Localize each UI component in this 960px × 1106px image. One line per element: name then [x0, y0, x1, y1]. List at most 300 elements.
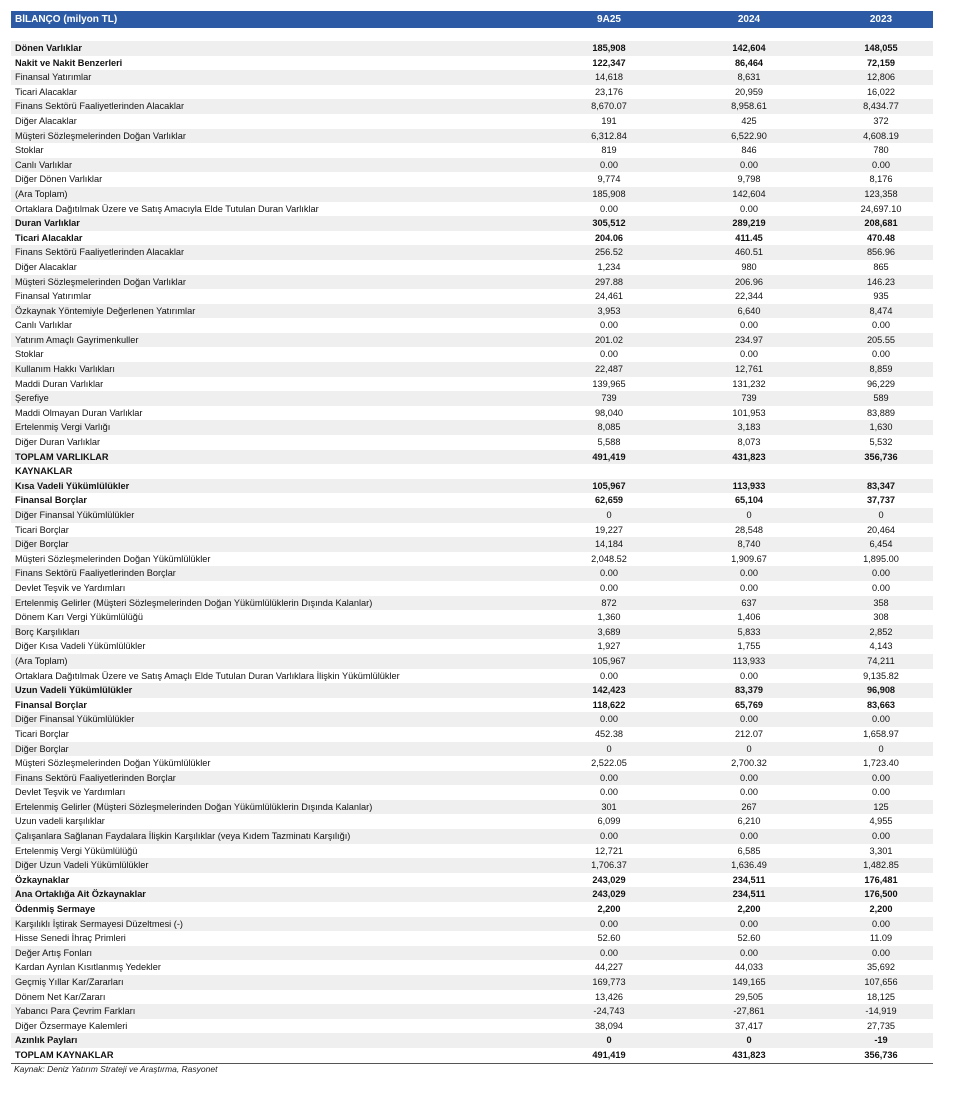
row-value-9a25: 13,426: [594, 991, 624, 1002]
row-value-2024: 234.97: [734, 334, 764, 345]
table-row: [11, 143, 933, 158]
row-value-2023: 96,908: [866, 685, 896, 696]
row-value-9a25: 297.88: [594, 276, 624, 287]
table-row: [11, 931, 933, 946]
table-row: [11, 391, 933, 406]
row-value-2024: 9,798: [737, 174, 761, 185]
row-label: Diğer Borçlar: [15, 743, 69, 754]
table-row: [11, 99, 933, 114]
row-value-2023: 6,454: [869, 539, 893, 550]
row-value-9a25: 2,522.05: [591, 758, 627, 769]
row-value-2024: 0.00: [740, 787, 758, 798]
row-value-2024: 22,344: [734, 291, 764, 302]
table-row: [11, 41, 933, 56]
row-value-2023: 20,464: [866, 524, 896, 535]
table-row: [11, 742, 933, 757]
table-row: [11, 698, 933, 713]
row-value-2024: 52.60: [737, 933, 761, 944]
table-body: [11, 41, 933, 1064]
row-value-9a25: 0.00: [600, 670, 618, 681]
table-row: [11, 975, 933, 990]
source-note: Kaynak: Deniz Yatırım Strateji ve Araştırma, Rasyonet: [14, 1064, 218, 1074]
row-value-9a25: 38,094: [594, 1020, 624, 1031]
table-row: [11, 508, 933, 523]
row-value-9a25: 872: [601, 597, 617, 608]
row-value-2023: 470.48: [866, 232, 896, 243]
row-label: Müşteri Sözleşmelerinden Doğan Yükümlülükler: [15, 553, 211, 564]
row-value-9a25: 0.00: [600, 787, 618, 798]
row-label: Ana Ortaklığa Ait Özkaynaklar: [15, 889, 146, 900]
row-label: Finansal Yatırımlar: [15, 291, 92, 302]
row-value-2023: 27,735: [866, 1020, 896, 1031]
table-row: [11, 581, 933, 596]
row-label: Duran Varlıklar: [15, 218, 80, 229]
row-label: Müşteri Sözleşmelerinden Doğan Yükümlülükler: [15, 758, 211, 769]
row-value-9a25: 301: [601, 801, 617, 812]
row-value-2024: 101,953: [732, 407, 766, 418]
row-value-2023: 8,176: [869, 174, 893, 185]
row-value-2024: 0.00: [740, 947, 758, 958]
row-value-2023: 865: [873, 261, 889, 272]
row-value-2023: 308: [873, 612, 889, 623]
table-row: [11, 727, 933, 742]
table-row: [11, 187, 933, 202]
row-value-2024: 3,183: [737, 422, 761, 433]
row-label: Maddi Olmayan Duran Varlıklar: [15, 407, 143, 418]
row-label: TOPLAM VARLIKLAR: [15, 451, 109, 462]
row-value-2024: 2,200: [737, 904, 761, 915]
row-value-2024: 8,631: [737, 72, 761, 83]
row-value-9a25: 3,689: [597, 626, 621, 637]
table-row: [11, 202, 933, 217]
row-value-2024: 0: [746, 510, 752, 520]
row-value-2024: 28,548: [734, 524, 764, 535]
table-row: [11, 420, 933, 435]
header-col-9a25: 9A25: [597, 14, 621, 25]
row-value-2024: 5,833: [737, 626, 761, 637]
row-value-9a25: 0: [606, 510, 612, 520]
row-value-2023: 12,806: [866, 72, 896, 83]
row-value-2024: 0.00: [740, 320, 758, 331]
row-value-9a25: 122,347: [592, 57, 626, 68]
row-label: Uzun Vadeli Yükümlülükler: [15, 685, 133, 696]
row-label: Özkaynaklar: [15, 874, 70, 885]
table-row: [11, 1048, 933, 1064]
row-value-2023: 5,532: [869, 437, 893, 448]
row-value-9a25: 6,312.84: [591, 130, 627, 141]
row-value-2024: 0.00: [740, 203, 758, 214]
table-row: [11, 654, 933, 669]
row-label: Borç Karşılıkları: [15, 626, 80, 637]
row-value-2023: 96,229: [866, 378, 896, 389]
row-value-9a25: 98,040: [594, 407, 624, 418]
row-label: Diğer Uzun Vadeli Yükümlülükler: [15, 860, 149, 871]
row-value-2024: 6,640: [737, 305, 761, 316]
table-row: [11, 639, 933, 654]
row-value-9a25: 105,967: [592, 655, 626, 666]
row-value-9a25: 9,774: [597, 174, 621, 185]
row-value-2023: 1,895.00: [863, 553, 899, 564]
row-label: Kardan Ayrılan Kısıtlanmış Yedekler: [15, 962, 161, 973]
row-label: (Ara Toplam): [15, 655, 68, 666]
row-value-2023: 18,125: [866, 991, 896, 1002]
row-label: Diğer Borçlar: [15, 539, 69, 550]
row-value-2023: -19: [874, 1035, 888, 1046]
row-value-2023: 0.00: [872, 582, 890, 593]
row-value-2023: 8,859: [869, 364, 893, 375]
row-value-9a25: 1,234: [597, 261, 621, 272]
row-value-9a25: 12,721: [594, 845, 624, 856]
row-value-9a25: 0.00: [600, 203, 618, 214]
row-value-2023: 72,159: [866, 57, 896, 68]
row-value-9a25: 14,618: [594, 72, 624, 83]
row-value-2023: 0: [878, 510, 884, 520]
table-row: [11, 231, 933, 246]
row-label: Diğer Özsermaye Kalemleri: [15, 1020, 128, 1031]
row-label: Ticari Alacaklar: [15, 232, 83, 243]
row-value-2024: 6,585: [737, 845, 761, 856]
row-value-2023: 176,481: [864, 874, 898, 885]
row-value-9a25: 8,670.07: [591, 101, 627, 112]
row-value-9a25: 105,967: [592, 480, 626, 491]
row-value-9a25: 204.06: [594, 232, 624, 243]
row-value-2023: 0.00: [872, 714, 890, 725]
row-value-2024: 20,959: [734, 86, 764, 97]
row-value-2024: 113,933: [732, 655, 766, 666]
row-value-2023: 3,301: [869, 845, 893, 856]
row-label: Finans Sektörü Faaliyetlerinden Borçlar: [15, 772, 176, 783]
table-row: [11, 216, 933, 231]
row-value-9a25: 22,487: [594, 364, 624, 375]
row-value-2024: 0.00: [740, 714, 758, 725]
row-value-2024: 1,406: [737, 612, 761, 623]
table-row: [11, 669, 933, 684]
table-row: [11, 56, 933, 71]
row-label: Finansal Borçlar: [15, 699, 87, 710]
row-label: Özkaynak Yöntemiyle Değerlenen Yatırımlar: [15, 305, 196, 316]
row-value-2023: 0.00: [872, 320, 890, 331]
table-row: [11, 610, 933, 625]
row-label: Ortaklara Dağıtılmak Üzere ve Satış Amaçlı Elde Tutulan Duran Varlıklara İlişkin Yükümlülükler: [15, 670, 400, 681]
row-value-2023: 74,211: [867, 655, 895, 666]
header-spacer: [11, 28, 933, 41]
row-label: Ertelenmiş Vergi Yükümlülüğü: [15, 845, 138, 856]
row-value-9a25: 491,419: [592, 1049, 626, 1060]
table-row: [11, 1019, 933, 1034]
row-value-2024: 267: [741, 801, 757, 812]
row-value-2023: 4,143: [869, 641, 893, 652]
table-row: [11, 289, 933, 304]
row-value-2024: 0.00: [740, 568, 758, 579]
table-row: [11, 318, 933, 333]
table-row: [11, 1004, 933, 1019]
row-value-2023: 0.00: [872, 568, 890, 579]
row-value-2023: 0.00: [872, 159, 890, 170]
row-value-2023: 856.96: [866, 247, 896, 258]
row-value-2024: 0.00: [740, 582, 758, 593]
row-label: Dönem Net Kar/Zararı: [15, 991, 106, 1002]
row-value-2024: 29,505: [734, 991, 764, 1002]
table-row: [11, 450, 933, 465]
row-label: Diğer Finansal Yükümlülükler: [15, 510, 135, 520]
row-value-2024: 846: [741, 145, 757, 156]
row-label: Hisse Senedi İhraç Primleri: [15, 933, 126, 944]
table-row: [11, 406, 933, 421]
row-value-2023: 16,022: [866, 86, 896, 97]
row-value-2024: 234,511: [732, 889, 766, 900]
table-row: [11, 347, 933, 362]
table-row: [11, 596, 933, 611]
row-value-2023: 1,723.40: [863, 758, 899, 769]
row-value-9a25: 0.00: [600, 918, 618, 929]
table-row: [11, 946, 933, 961]
row-value-2024: 1,636.49: [731, 860, 767, 871]
row-value-9a25: 14,184: [594, 539, 624, 550]
row-value-2023: 11.09: [869, 933, 893, 944]
row-value-2024: 65,769: [734, 699, 764, 710]
table-row: [11, 537, 933, 552]
row-value-2024: 739: [741, 393, 757, 404]
row-value-2023: 37,737: [866, 495, 896, 506]
row-value-9a25: 0.00: [600, 568, 618, 579]
table-row: [11, 829, 933, 844]
header-col-2024: 2024: [737, 14, 761, 25]
row-label: TOPLAM KAYNAKLAR: [15, 1049, 114, 1060]
row-label: Finansal Borçlar: [15, 495, 87, 506]
row-label: Stoklar: [15, 349, 44, 360]
row-value-2023: 146.23: [866, 276, 896, 287]
row-value-2023: 123,358: [864, 188, 898, 199]
row-value-9a25: 819: [601, 145, 617, 156]
row-label: Geçmiş Yıllar Kar/Zararları: [15, 977, 124, 987]
row-value-9a25: 8,085: [597, 422, 621, 433]
row-value-2023: 1,630: [869, 422, 893, 433]
row-label: Diğer Duran Varlıklar: [15, 437, 101, 448]
row-value-2024: 142,604: [732, 43, 766, 53]
row-label: Yatırım Amaçlı Gayrimenkuller: [15, 334, 139, 345]
row-value-2024: 460.51: [734, 247, 764, 258]
row-value-2024: 37,417: [734, 1020, 764, 1031]
row-value-2023: 356,736: [864, 451, 898, 462]
table-row: [11, 377, 933, 392]
row-value-2023: 125: [873, 801, 889, 812]
row-value-9a25: 139,965: [592, 378, 626, 389]
row-value-9a25: 5,588: [597, 437, 621, 448]
table-row: [11, 887, 933, 902]
row-value-9a25: 0.00: [600, 831, 618, 842]
row-value-2023: 358: [873, 597, 889, 608]
table-row: [11, 435, 933, 450]
row-value-9a25: 62,659: [594, 495, 624, 506]
table-row: [11, 479, 933, 494]
table-row: [11, 756, 933, 771]
row-value-9a25: 243,029: [592, 889, 626, 900]
row-label: Finans Sektörü Faaliyetlerinden Borçlar: [15, 568, 176, 579]
row-value-9a25: 3,953: [597, 305, 621, 316]
row-label: KAYNAKLAR: [15, 466, 73, 477]
row-label: Kısa Vadeli Yükümlülükler: [15, 480, 130, 491]
row-label: Canlı Varlıklar: [15, 320, 73, 331]
row-value-2023: 372: [873, 115, 889, 126]
row-label: Finans Sektörü Faaliyetlerinden Alacaklar: [15, 101, 185, 112]
row-value-9a25: 0.00: [600, 714, 618, 725]
table-row: [11, 552, 933, 567]
table-row: [11, 114, 933, 129]
row-value-2024: 0.00: [740, 670, 758, 681]
row-label: Diğer Finansal Yükümlülükler: [15, 714, 135, 725]
row-value-2023: 0: [878, 743, 884, 754]
row-value-9a25: 0.00: [600, 772, 618, 783]
table-row: [11, 683, 933, 698]
table-row: [11, 800, 933, 815]
row-value-2024: 2,700.32: [731, 758, 767, 769]
table-row: [11, 566, 933, 581]
row-value-9a25: 243,029: [592, 874, 626, 885]
row-value-9a25: 256.52: [594, 247, 624, 258]
table-row: [11, 523, 933, 538]
row-value-9a25: -24,743: [593, 1006, 625, 1017]
row-label: Müşteri Sözleşmelerinden Doğan Varlıklar: [15, 276, 186, 287]
row-label: Diğer Kısa Vadeli Yükümlülükler: [15, 641, 146, 652]
row-value-2023: 2,200: [869, 904, 893, 915]
row-value-2024: 0.00: [740, 349, 758, 360]
row-value-2024: 142,604: [732, 188, 766, 199]
row-label: Karşılıklı İştirak Sermayesi Düzeltmesi (-): [15, 918, 183, 929]
table-header: [11, 11, 933, 28]
row-value-9a25: 24,461: [594, 291, 624, 302]
row-value-2024: 234,511: [732, 874, 766, 885]
row-label: Maddi Duran Varlıklar: [15, 378, 104, 389]
row-value-2024: 0.00: [740, 831, 758, 842]
table-row: [11, 70, 933, 85]
row-label: Finansal Yatırımlar: [15, 72, 92, 83]
table-row: [11, 712, 933, 727]
row-value-2024: 1,755: [737, 641, 761, 652]
row-value-2024: 0.00: [740, 918, 758, 929]
row-value-2024: 65,104: [734, 495, 764, 506]
row-value-2024: 0: [746, 1035, 752, 1046]
table-row: [11, 785, 933, 800]
row-value-2024: 6,210: [737, 816, 761, 827]
row-value-2023: 0.00: [872, 947, 890, 958]
row-value-2024: 425: [741, 115, 757, 126]
row-value-2023: 0.00: [872, 349, 890, 360]
row-label: Ertelenmiş Vergi Varlığı: [15, 422, 111, 433]
row-label: Dönem Karı Vergi Yükümlülüğü: [15, 612, 144, 623]
table-row: [11, 990, 933, 1005]
row-label: Diğer Alacaklar: [15, 115, 77, 126]
row-label: Nakit ve Nakit Benzerleri: [15, 57, 123, 68]
row-label: Ödenmiş Sermaye: [15, 904, 96, 915]
table-row: [11, 858, 933, 873]
row-value-2024: 8,740: [737, 539, 761, 550]
row-value-2023: 83,663: [866, 699, 896, 710]
row-value-2024: 8,958.61: [731, 101, 767, 112]
table-row: [11, 245, 933, 260]
row-label: Uzun vadeli karşılıklar: [15, 816, 105, 827]
table-row: [11, 362, 933, 377]
row-label: Şerefiye: [15, 393, 49, 404]
header-title: BİLANÇO (milyon TL): [15, 14, 118, 25]
row-value-2024: 980: [741, 261, 757, 272]
row-value-2024: 431,823: [732, 1049, 766, 1060]
row-value-2023: 780: [873, 145, 889, 156]
row-label: Stoklar: [15, 145, 44, 156]
table-row: [11, 304, 933, 319]
row-value-2023: -14,919: [865, 1006, 897, 1017]
header-col-2023: 2023: [869, 14, 893, 25]
table-row: [11, 129, 933, 144]
row-value-2024: 8,073: [737, 437, 761, 448]
row-value-2024: 0.00: [740, 159, 758, 170]
row-value-2023: 2,852: [869, 626, 893, 637]
row-label: Dönen Varlıklar: [15, 43, 82, 53]
row-value-9a25: 0.00: [600, 349, 618, 360]
row-value-2024: 212.07: [734, 728, 764, 739]
row-label: Azınlık Payları: [15, 1035, 78, 1046]
row-label: Canlı Varlıklar: [15, 159, 73, 170]
row-value-2023: 0.00: [872, 772, 890, 783]
row-value-2024: 289,219: [732, 218, 766, 229]
table-row: [11, 917, 933, 932]
row-value-2023: 0.00: [872, 787, 890, 798]
row-label: Müşteri Sözleşmelerinden Doğan Varlıklar: [15, 130, 186, 141]
row-value-9a25: 0: [606, 1035, 612, 1046]
row-value-2023: 24,697.10: [860, 203, 902, 214]
row-label: Devlet Teşvik ve Yardımları: [15, 582, 126, 593]
row-label: Ticari Borçlar: [15, 728, 69, 739]
row-value-2023: 35,692: [866, 962, 896, 973]
table-row: [11, 493, 933, 508]
row-label: Finans Sektörü Faaliyetlerinden Alacaklar: [15, 247, 185, 258]
table-row: [11, 158, 933, 173]
row-value-2024: -27,861: [733, 1006, 765, 1017]
row-label: Ertelenmiş Gelirler (Müşteri Sözleşmelerinden Doğan Yükümlülüklerin Dışında Kalanlar): [15, 597, 373, 608]
row-value-9a25: 185,908: [592, 188, 626, 199]
row-value-9a25: 0.00: [600, 159, 618, 170]
row-label: Kullanım Hakkı Varlıkları: [15, 364, 115, 375]
row-label: Ticari Borçlar: [15, 524, 69, 535]
row-value-2024: 131,232: [732, 378, 766, 389]
row-value-2024: 149,165: [732, 977, 766, 987]
row-value-9a25: 1,360: [597, 612, 621, 623]
row-label: (Ara Toplam): [15, 188, 68, 199]
row-value-2023: 208,681: [864, 218, 898, 229]
row-value-2023: 356,736: [864, 1049, 898, 1060]
table-row: [11, 464, 933, 479]
row-value-2023: 83,889: [866, 407, 896, 418]
row-value-2023: 589: [873, 393, 889, 404]
row-value-2023: 4,955: [869, 816, 893, 827]
row-value-2023: 1,482.85: [863, 860, 899, 871]
row-value-2024: 86,464: [734, 57, 764, 68]
row-value-9a25: 169,773: [592, 977, 626, 987]
row-value-2024: 1,909.67: [731, 553, 767, 564]
row-value-9a25: 305,512: [592, 218, 626, 229]
row-value-2024: 113,933: [732, 480, 766, 491]
row-value-2024: 44,033: [734, 962, 764, 973]
table-row: [11, 333, 933, 348]
row-value-2023: 8,474: [869, 305, 893, 316]
table-row: [11, 960, 933, 975]
row-value-9a25: 52.60: [597, 933, 621, 944]
table-row: [11, 1033, 933, 1048]
row-value-9a25: 185,908: [592, 43, 626, 53]
table-row: [11, 873, 933, 888]
row-value-9a25: 2,200: [597, 904, 621, 915]
row-value-2023: 0.00: [872, 918, 890, 929]
row-value-2023: 205.55: [866, 334, 896, 345]
